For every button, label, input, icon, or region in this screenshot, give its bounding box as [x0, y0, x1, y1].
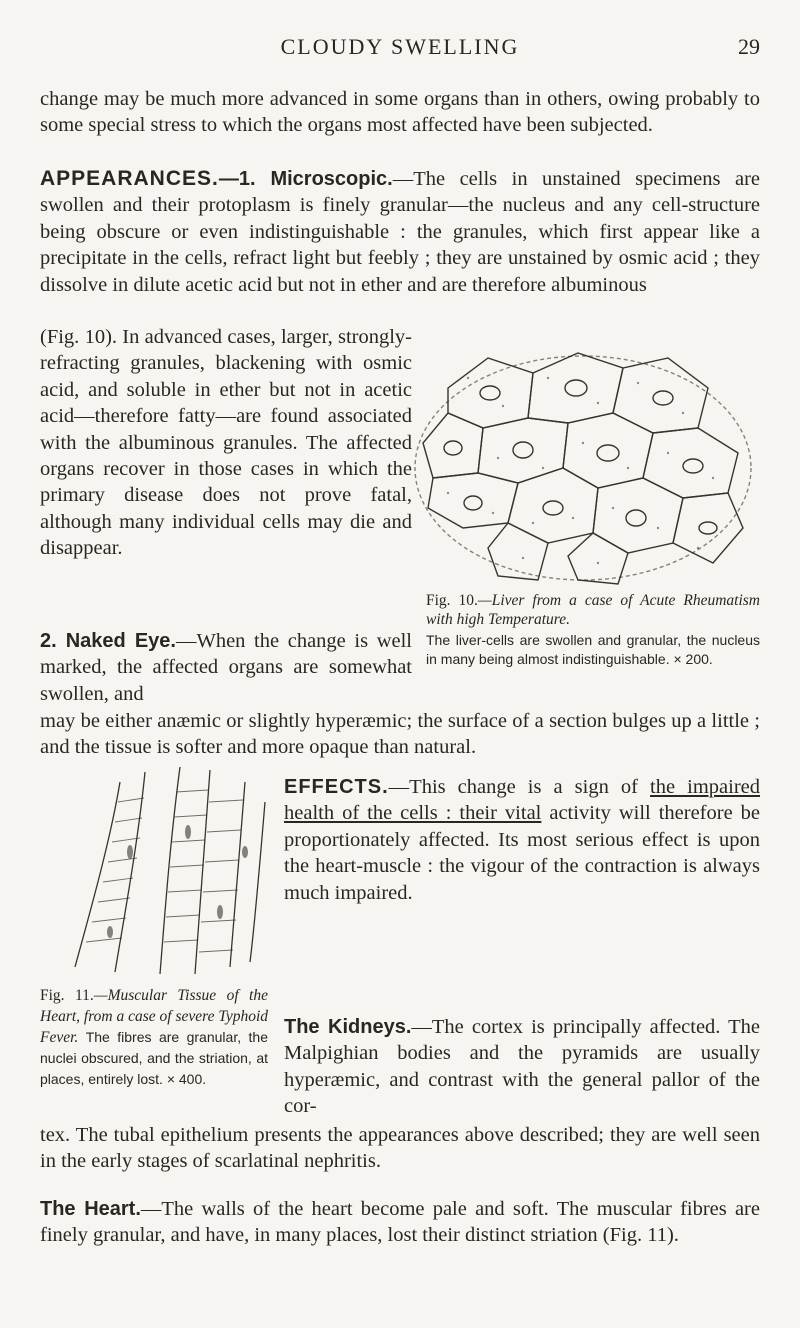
- figure-11-description: The fibres are granular, the nuclei obscured, and the striation, at places, entirely lost. × 400.: [40, 1029, 268, 1087]
- kidneys-text: tex. The tubal epithelium presents the appearances above described; they are well seen in the early stages of scarlatinal nephritis.: [40, 1124, 760, 1173]
- kidneys-paragraph: [284, 1014, 760, 1120]
- figure-10-description: The liver-cells are swollen and granular, the nucleus in many being almost indistinguishable. × 200.: [426, 632, 760, 667]
- liver-cells-drawing: [408, 318, 760, 590]
- appearances-heading: APPEARANCES.: [40, 167, 219, 190]
- effects-text-b: activity will therefore be proportionately affected. Its most serious effect is upon the heart-muscle : the vigour of the contraction is always much impaired.: [284, 802, 760, 904]
- naked-eye-text: may be either anæmic or slightly hyperæmic; the surface of a section bulges up a little ; and the tissue is softer and more opaque than natural.: [40, 710, 760, 759]
- figure-10-label: Fig. 10.: [426, 592, 478, 609]
- page-number: 29: [738, 34, 760, 59]
- naked-eye-wrap-text: —When the change is well marked, the affected organs are somewhat swollen, and: [40, 630, 413, 705]
- effects-paragraph: [284, 774, 760, 906]
- kidneys-heading: The Kidneys.: [284, 1016, 412, 1038]
- effects-text-a: —This change is a sign of: [388, 776, 638, 798]
- heart-paragraph: [40, 1196, 760, 1249]
- muscle-fibres-drawing: [70, 762, 266, 980]
- figure-11-label: Fig. 11.: [40, 987, 94, 1004]
- running-head: CLOUDY SWELLING: [280, 34, 520, 59]
- appearances-wrap-text: (Fig. 10). In advanced cases, larger, strongly-refracting granules, blackening with osmic acid, and soluble in ether but not in acetic acid—therefore fatty—are found associated with the albuminous granules. The affected organs recover in those cases in which the primary disease does not prove fatal, although many individual cells may die and disappear.: [40, 326, 412, 560]
- naked-eye-heading: 2. Naked Eye.: [40, 630, 176, 652]
- intro-paragraph: change may be much more advanced in some organs than in others, owing probably to some special stress to which the organs most affected have been subjected.: [40, 88, 760, 137]
- effects-heading: EFFECTS.: [284, 776, 389, 798]
- figure-11-title: —Muscular Tissue of the Heart, from a case of severe Typhoid Fever.: [40, 987, 269, 1046]
- figure-11-caption: [40, 985, 268, 1090]
- figure-10-liver-illustration: [408, 318, 760, 590]
- figure-11-heart-muscle-illustration: [70, 762, 266, 980]
- heart-heading: The Heart.: [40, 1198, 141, 1220]
- microscopic-heading: —1. Microscopic.: [218, 168, 393, 190]
- appearances-text: —The cells in unstained specimens are swollen and their protoplasm is finely granular—the nucleus and any cell-structure being obscure or even indistinguishable : the granules, which first appear like a precipitate in the cells, refract light but feebly ; they are unstained by osmic acid ; they dissolve in dilute acetic acid but not in ether and are therefore albuminous: [40, 168, 760, 296]
- figure-10-caption: [426, 591, 760, 668]
- page-header: [0, 34, 800, 64]
- naked-eye-paragraph: [40, 628, 412, 707]
- heart-text: —The walls of the heart become pale and soft. The muscular fibres are finely granular, and have, in many places, lost their distinct striation (Fig. 11).: [40, 1198, 760, 1247]
- effects-text-underlined: the impaired health of the cells : their vital: [284, 776, 761, 825]
- kidneys-wrap-text: —The cortex is principally affected. The Malpighian bodies and the pyramids are usually hyperæmic, and contrast with the general pallor of the cor-: [284, 1016, 760, 1118]
- figure-10-title: —Liver from a case of Acute Rheumatism with high Temperature.: [426, 592, 760, 628]
- appearances-paragraph: [40, 166, 760, 298]
